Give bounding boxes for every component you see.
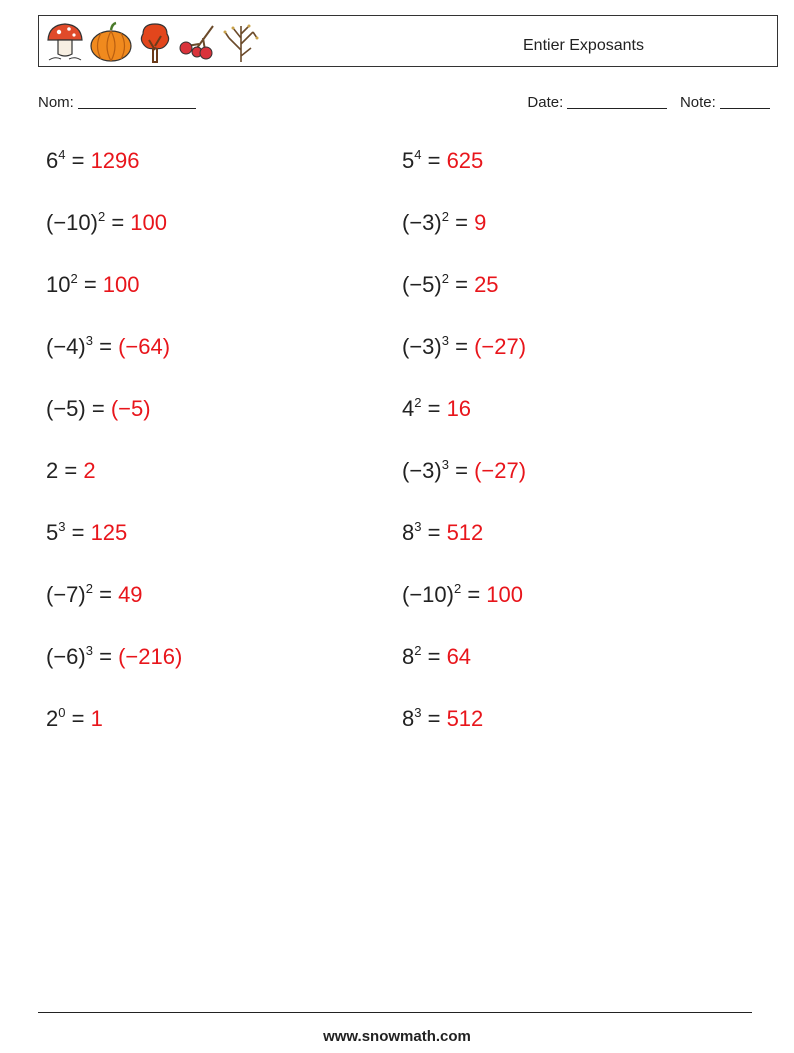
- equals-sign: =: [85, 396, 111, 421]
- problem-item: [402, 641, 471, 673]
- problem-base: 8: [402, 520, 415, 545]
- problem-exponent: 3: [85, 643, 93, 658]
- equals-sign: =: [421, 396, 447, 421]
- footer-divider: [38, 1012, 752, 1013]
- problem-exponent: 3: [441, 333, 449, 348]
- problem-answer: 64: [446, 644, 472, 669]
- equals-sign: =: [65, 706, 91, 731]
- date-note-fields: [527, 94, 770, 111]
- equals-sign: =: [92, 582, 119, 607]
- pumpkin-icon: [89, 20, 133, 64]
- worksheet-header: [38, 15, 778, 67]
- problem-base: 5: [46, 520, 59, 545]
- equals-sign: =: [92, 644, 119, 669]
- problem-base: 8: [402, 706, 415, 731]
- problem-base: 5: [402, 148, 415, 173]
- problem-item: [46, 207, 167, 239]
- problem-base: (−4): [46, 334, 86, 359]
- worksheet-title: Entier Exposants: [523, 37, 644, 54]
- name-field: [38, 94, 196, 111]
- equals-sign: =: [105, 210, 131, 235]
- equals-sign: =: [58, 458, 84, 483]
- equals-sign: =: [92, 334, 119, 359]
- problem-answer: (−64): [118, 334, 171, 359]
- problem-answer: 1: [90, 706, 103, 731]
- date-label: Date:: [527, 94, 564, 111]
- problem-answer: (−27): [474, 334, 527, 359]
- problem-exponent: 2: [453, 581, 462, 596]
- problem-item: [402, 393, 471, 425]
- problem-exponent: 0: [58, 705, 66, 720]
- name-label: Nom:: [38, 94, 74, 111]
- problem-exponent: 2: [414, 643, 422, 658]
- problem-item: [46, 579, 143, 611]
- equals-sign: =: [461, 582, 487, 607]
- problem-base: (−10): [46, 210, 98, 235]
- problem-exponent: 2: [441, 209, 449, 224]
- name-blank: [78, 94, 196, 109]
- berries-icon: [177, 20, 217, 64]
- date-blank: [567, 94, 667, 109]
- problem-item: [46, 331, 170, 363]
- problem-answer: 16: [446, 396, 472, 421]
- problem-answer: 100: [102, 272, 140, 297]
- problem-item: [46, 517, 127, 549]
- problem-item: [402, 579, 523, 611]
- problem-base: 10: [46, 272, 71, 297]
- problem-item: [402, 145, 483, 177]
- equals-sign: =: [448, 272, 475, 297]
- problem-exponent: 4: [58, 147, 66, 162]
- problem-answer: 49: [118, 582, 143, 607]
- note-label: Note:: [679, 94, 716, 111]
- problem-base: 6: [46, 148, 59, 173]
- problem-exponent: 2: [70, 271, 78, 286]
- problem-exponent: 3: [58, 519, 66, 534]
- note-blank: [720, 94, 770, 109]
- problem-base: (−3): [402, 210, 442, 235]
- problem-item: [402, 455, 526, 487]
- equals-sign: =: [421, 148, 447, 173]
- equals-sign: =: [77, 272, 103, 297]
- problem-exponent: 3: [441, 457, 449, 472]
- problem-base: (−5): [402, 272, 442, 297]
- equals-sign: =: [65, 148, 91, 173]
- equals-sign: =: [448, 210, 475, 235]
- problem-item: [46, 641, 182, 673]
- problem-answer: 512: [446, 520, 484, 545]
- problem-answer: (−5): [110, 396, 151, 421]
- problem-base: (−10): [402, 582, 454, 607]
- problem-answer: 9: [474, 210, 487, 235]
- problem-item: [402, 331, 526, 363]
- footer-url: www.snowmath.com: [323, 1028, 471, 1045]
- problem-answer: (−27): [474, 458, 527, 483]
- problem-exponent: 3: [414, 705, 422, 720]
- problem-base: (−3): [402, 458, 442, 483]
- problem-item: [402, 269, 499, 301]
- problem-exponent: 3: [414, 519, 422, 534]
- problem-item: [46, 269, 140, 301]
- problem-item: [46, 393, 151, 425]
- problem-answer: (−216): [118, 644, 183, 669]
- problem-item: [402, 703, 483, 735]
- problem-item: [46, 145, 140, 177]
- equals-sign: =: [448, 334, 475, 359]
- problem-base: (−3): [402, 334, 442, 359]
- bare-branch-icon: [221, 20, 261, 64]
- problem-item: [402, 517, 483, 549]
- problem-answer: 1296: [90, 148, 140, 173]
- mushroom-icon: [45, 20, 85, 64]
- problem-exponent: 4: [414, 147, 422, 162]
- problem-item: [46, 703, 103, 735]
- problem-answer: 2: [83, 458, 96, 483]
- problem-base: 8: [402, 644, 415, 669]
- problem-base: 2: [46, 458, 59, 483]
- problem-base: 2: [46, 706, 59, 731]
- problem-answer: 25: [474, 272, 499, 297]
- problem-exponent: 2: [414, 395, 422, 410]
- problem-base: (−5): [46, 396, 86, 421]
- equals-sign: =: [421, 520, 447, 545]
- problem-answer: 125: [90, 520, 128, 545]
- equals-sign: =: [65, 520, 91, 545]
- autumn-tree-icon: [137, 20, 173, 64]
- problem-item: [46, 455, 96, 487]
- problem-answer: 100: [130, 210, 168, 235]
- problem-exponent: 3: [85, 333, 93, 348]
- problem-base: (−6): [46, 644, 86, 669]
- equals-sign: =: [421, 644, 447, 669]
- problem-answer: 512: [446, 706, 484, 731]
- problem-answer: 625: [446, 148, 484, 173]
- problem-exponent: 2: [97, 209, 106, 224]
- header-icons: [45, 19, 261, 65]
- problem-exponent: 2: [85, 581, 93, 596]
- problem-base: (−7): [46, 582, 86, 607]
- problem-answer: 100: [486, 582, 524, 607]
- problem-base: 4: [402, 396, 415, 421]
- problem-item: [402, 207, 486, 239]
- problem-exponent: 2: [441, 271, 449, 286]
- equals-sign: =: [448, 458, 475, 483]
- equals-sign: =: [421, 706, 447, 731]
